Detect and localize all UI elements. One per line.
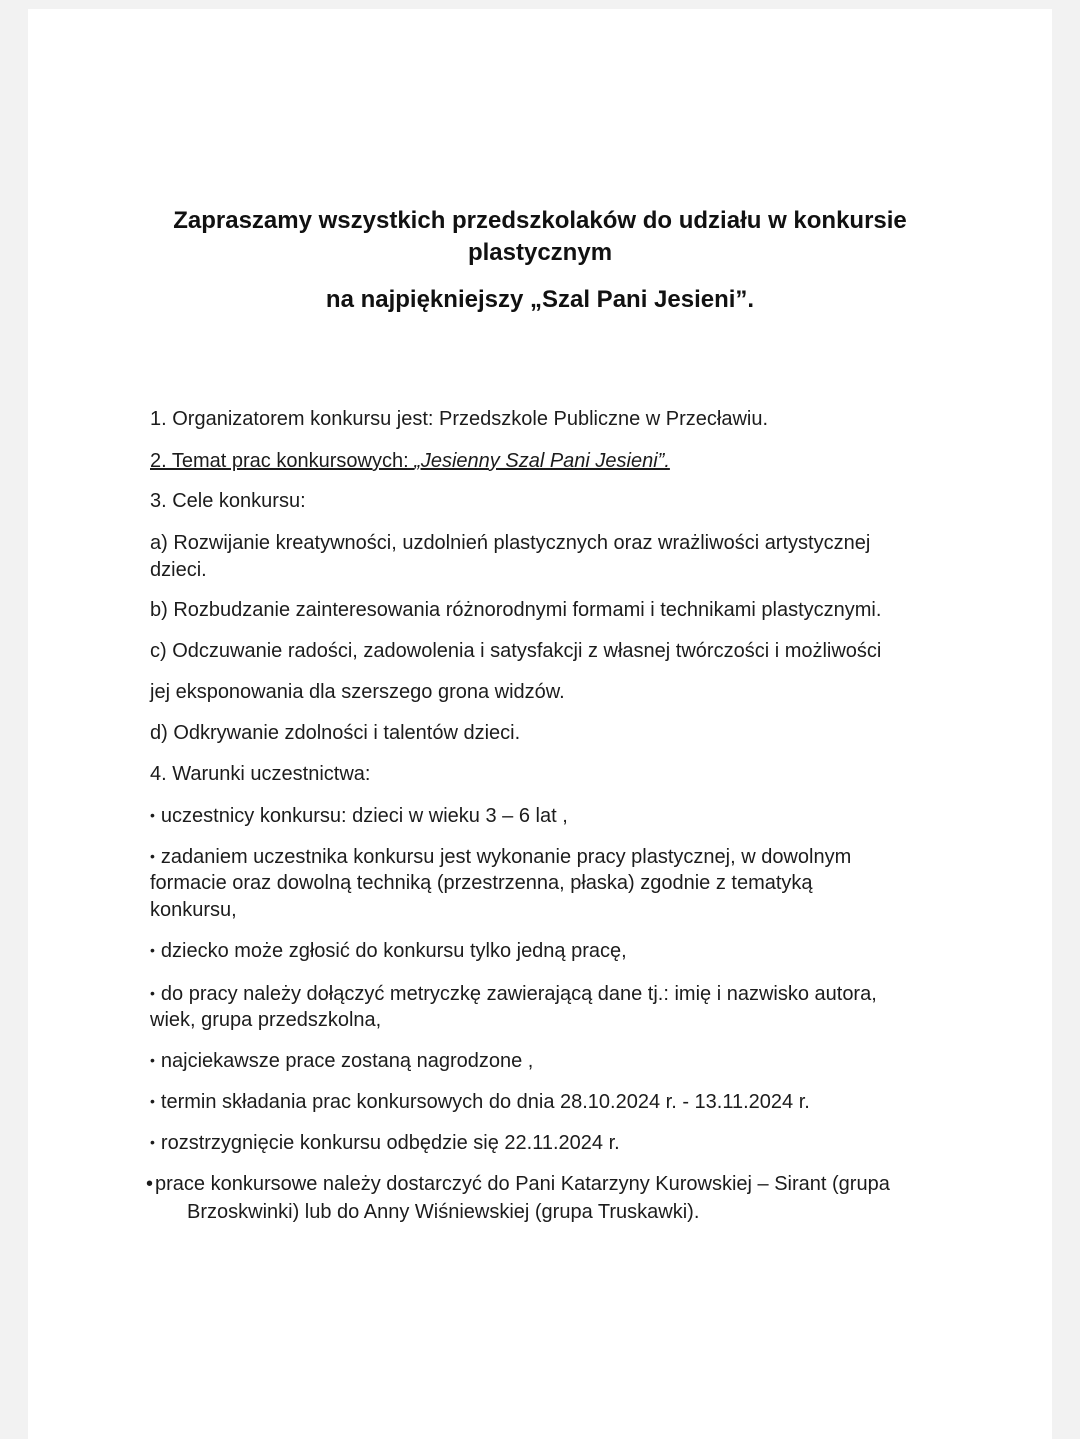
condition-awards: • najciekawsze prace zostaną nagrodzone ,	[150, 1047, 533, 1075]
goal-a-line-1: a) Rozwijanie kreatywności, uzdolnień plastycznych oraz wrażliwości artystycznej	[150, 532, 871, 554]
bullet-icon: •	[146, 1173, 154, 1195]
condition-task-line-3: konkursu,	[150, 899, 237, 921]
condition-label-line-2: wiek, grupa przedszkolna,	[150, 1009, 382, 1031]
theme-title: „Jesienny Szal Pani Jesieni”.	[414, 450, 670, 472]
condition-deadline: • termin składania prac konkursowych do dnia 28.10.2024 r. - 13.11.2024 r.	[150, 1088, 810, 1116]
condition-label-line-1: • do pracy należy dołączyć metryczkę zawierającą dane tj.: imię i nazwisko autora,	[150, 980, 877, 1008]
conditions-heading: 4. Warunki uczestnictwa:	[150, 763, 371, 785]
bullet-icon: •	[150, 1134, 155, 1150]
bullet-icon: •	[150, 848, 155, 864]
theme-paragraph	[150, 448, 670, 475]
goal-d: d) Odkrywanie zdolności i talentów dzieci.	[150, 722, 521, 744]
bullet-icon: •	[150, 1093, 155, 1109]
condition-task-line-1: • zadaniem uczestnika konkursu jest wykonanie pracy plastycznej, w dowolnym	[150, 843, 851, 871]
organizer-paragraph: 1. Organizatorem konkursu jest: Przedszkole Publiczne w Przecławiu.	[150, 408, 769, 430]
condition-one-work: • dziecko może zgłosić do konkursu tylko jedną pracę,	[150, 937, 627, 965]
bullet-icon: •	[150, 807, 155, 823]
bullet-icon: •	[150, 942, 155, 958]
goals-heading: 3. Cele konkursu:	[150, 490, 306, 512]
condition-participants: • uczestnicy konkursu: dzieci w wieku 3 – 6 lat ,	[150, 802, 568, 830]
theme-prefix: 2. Temat prac konkursowych:	[150, 450, 415, 472]
document-title-line-3: na najpiękniejszy „Szal Pani Jesieni”.	[325, 286, 755, 313]
bullet-icon: •	[150, 1052, 155, 1068]
bullet-icon: •	[150, 985, 155, 1001]
goal-c-line-2: jej eksponowania dla szerszego grona widzów.	[150, 681, 565, 703]
goal-a-line-2: dzieci.	[150, 559, 207, 581]
document-title-line-1: Zapraszamy wszystkich przedszkolaków do udziału w konkursie	[173, 207, 907, 234]
goal-b: b) Rozbudzanie zainteresowania różnorodnymi formami i technikami plastycznymi.	[150, 599, 882, 621]
condition-delivery-line-2: Brzoskwinki) lub do Anny Wiśniewskiej (grupa Truskawki).	[187, 1201, 700, 1223]
condition-delivery-line-1: • prace konkursowe należy dostarczyć do Pani Katarzyny Kurowskiej – Sirant (grupa	[146, 1171, 890, 1198]
document-title-line-2: plastycznym	[467, 239, 613, 266]
condition-results: • rozstrzygnięcie konkursu odbędzie się 22.11.2024 r.	[150, 1129, 620, 1157]
goal-c-line-1: c) Odczuwanie radości, zadowolenia i satysfakcji z własnej twórczości i możliwości	[150, 640, 882, 662]
condition-task-line-2: formacie oraz dowolną techniką (przestrzenna, płaska) zgodnie z tematyką	[150, 872, 813, 894]
